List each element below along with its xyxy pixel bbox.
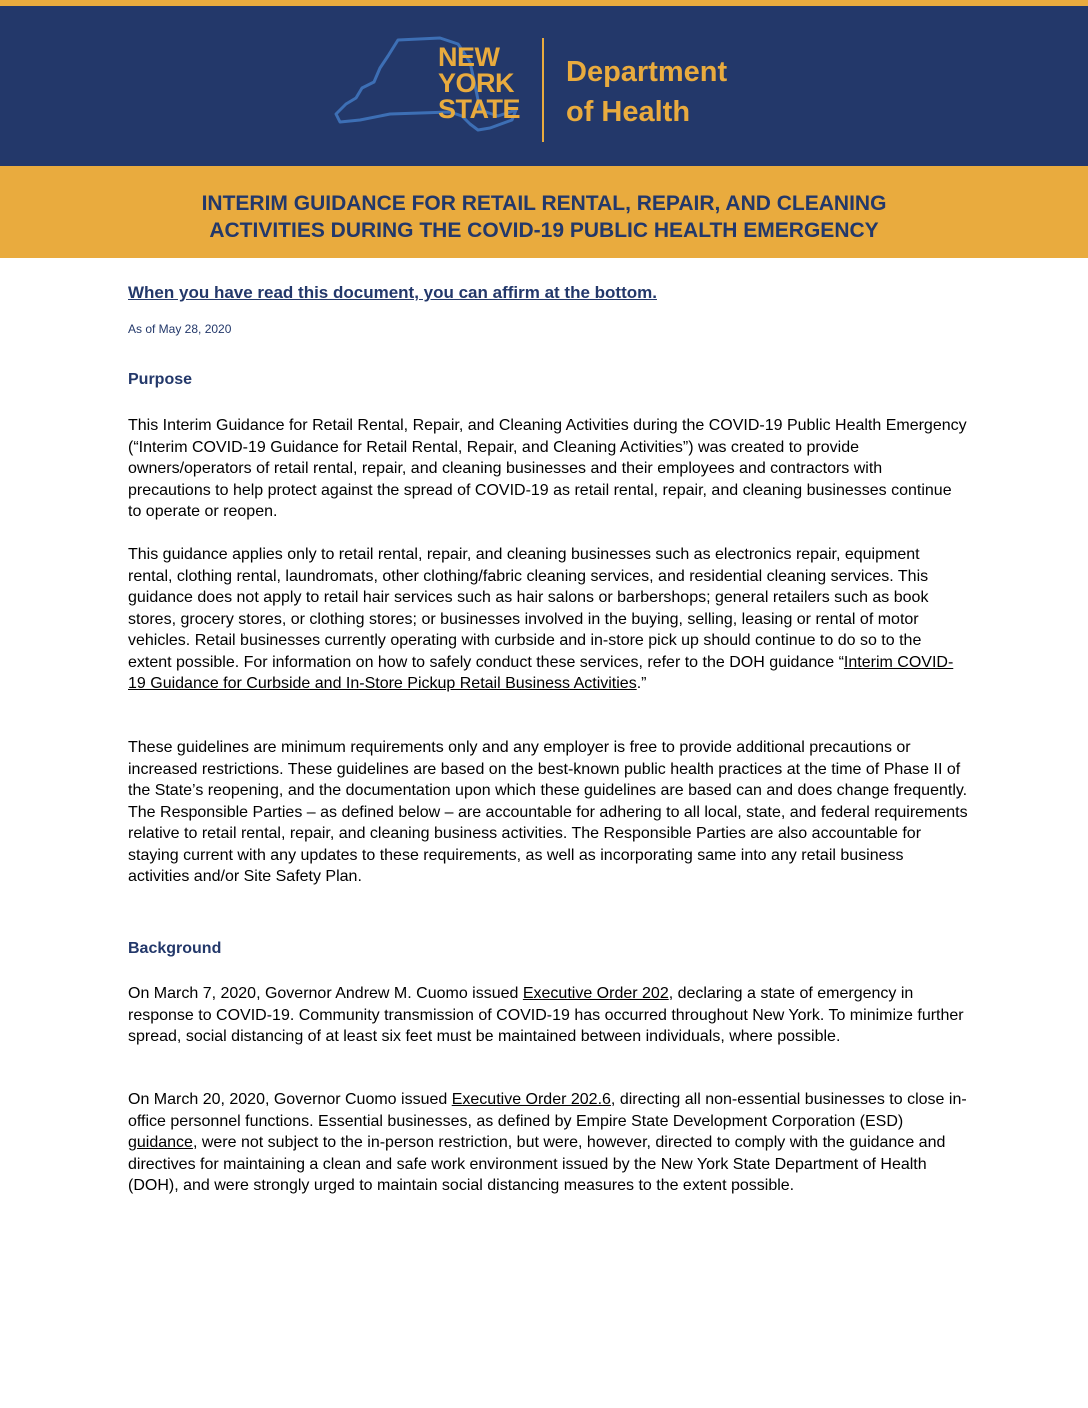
dept-line-department: Department <box>566 56 728 88</box>
background-p2-mid: , directing all non-essential businesses to close in-office personnel functions. Essential businesses, as defined by Empire State Development Corporation (ESD) <box>128 1091 967 1130</box>
background-p2-text: On March 20, 2020, Governor Cuomo issued <box>128 1091 452 1108</box>
logo-divider <box>542 38 544 142</box>
department-name <box>566 52 727 132</box>
executive-order-202-6-link[interactable]: Executive Order 202.6 <box>451 1091 611 1108</box>
dept-line-of-health: of Health <box>566 96 691 128</box>
background-paragraph-1 <box>128 983 968 1048</box>
background-p1-text: On March 7, 2020, Governor Andrew M. Cuomo issued <box>128 985 523 1002</box>
purpose-heading: Purpose <box>128 371 193 388</box>
background-paragraph-2 <box>128 1089 968 1197</box>
logo-line-state: STATE <box>438 94 520 124</box>
executive-order-202-link[interactable]: Executive Order 202 <box>522 985 669 1002</box>
title-line-2: ACTIVITIES DURING THE COVID-19 PUBLIC HEALTH EMERGENCY <box>209 219 879 242</box>
nys-doh-logo <box>330 32 770 152</box>
purpose-paragraph-2 <box>128 544 968 695</box>
nys-wordmark <box>438 44 520 122</box>
purpose-paragraph-1: This Interim Guidance for Retail Rental, Repair, and Cleaning Activities during the COVID-19 Public Health Emergency (“Interim COVID-19 Guidance for Retail Rental, Repair, and Cleaning Activities”) was created to provide owners/operators of retail rental, repair, and cleaning businesses and their employees and contractors with precautions to help protect against the spread of COVID-19 as retail rental, repair, and cleaning businesses continue to operate or reopen. <box>128 417 967 520</box>
purpose-p2-text: This guidance applies only to retail rental, repair, and cleaning businesses such as electronics repair, equipment rental, clothing rental, laundromats, other clothing/fabric cleaning services, and residential cleaning services. This guidance does not apply to retail hair services such as hair salons or barbershops; general retailers such as book stores, grocery stores, or clothing stores; or businesses involved in the buying, selling, leasing or rental of motor vehicles. Retail businesses currently operating with curbside and in-store pick up should continue to do so to the extent possible. For information on how to safely conduct these services, refer to the DOH guidance “ <box>128 546 929 671</box>
logo-line-new: NEW <box>438 42 500 72</box>
purpose-paragraph-3: These guidelines are minimum requirements only and any employer is free to provide additional precautions or increased restrictions. These guidelines are based on the best-known public health practices at the time of Phase II of the State’s reopening, and the documentation upon which these guidelines are based can and does change frequently. The Responsible Parties – as defined below – are accountable for adhering to all local, state, and federal requirements relative to retail rental, repair, and cleaning business activities. The Responsible Parties are also accountable for staying current with any updates to these requirements, as well as incorporating same into any retail business activities and/or Site Safety Plan. <box>128 739 968 885</box>
logo-line-york: YORK <box>438 68 515 98</box>
background-p2-end: , were not subject to the in-person restriction, but were, however, directed to comply with the guidance and directives for maintaining a clean and safe work environment issued by the New York State Department of Health (DOH), and were strongly urged to maintain social distancing measures to the extent possible. <box>128 1134 946 1194</box>
page-header <box>0 6 1088 166</box>
background-p1-end: , declaring a state of emergency in response to COVID-19. Community transmission of COVID-19 has occurred throughout New York. To minimize further spread, social distancing of at least six feet must be maintained between individuals, where possible. <box>128 985 964 1045</box>
title-line-1: INTERIM GUIDANCE FOR RETAIL RENTAL, REPAIR, AND CLEANING <box>201 192 887 215</box>
background-heading: Background <box>128 940 222 957</box>
document-date: As of May 28, 2020 <box>128 322 232 336</box>
purpose-p2-end: .” <box>636 675 647 692</box>
affirm-link[interactable]: When you have read this document, you can affirm at the bottom. <box>128 283 657 302</box>
esd-guidance-link[interactable]: guidance <box>128 1134 193 1151</box>
document-title <box>0 190 1088 244</box>
curbside-guidance-link[interactable]: Interim COVID-19 Guidance for Curbside and In-Store Pickup Retail Business Activities <box>128 653 954 692</box>
